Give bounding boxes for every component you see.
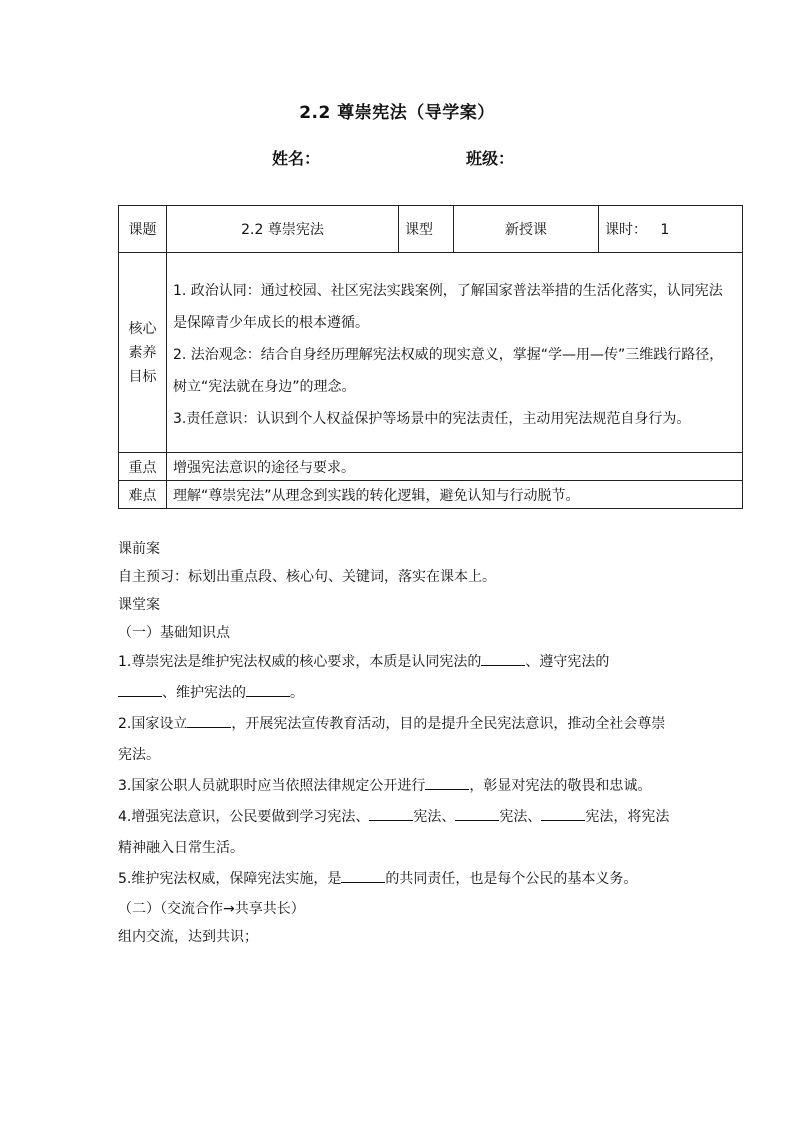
topic-label: 课题 xyxy=(119,206,167,253)
fill-blank[interactable] xyxy=(425,775,469,790)
lesson-info-table xyxy=(118,205,743,509)
student-info-row xyxy=(0,146,794,170)
hours-label: 课时： xyxy=(605,222,647,238)
question-2: 2.国家设立 ，开展宪法宣传教育活动，目的是提升全民宪法意识，推动全社会尊崇宪法。 xyxy=(118,709,678,771)
hours-value: 1 xyxy=(660,222,670,238)
type-value: 新授课 xyxy=(454,206,599,253)
fill-blank[interactable] xyxy=(246,682,290,697)
in-class-heading: 课堂案 xyxy=(118,597,160,613)
worksheet-body xyxy=(118,535,678,951)
part-two-heading: （二）（交流合作→共享共长） xyxy=(118,901,305,917)
goals-label: 核心 素养 目标 xyxy=(119,253,167,453)
difficulty-label: 难点 xyxy=(119,481,167,509)
table-row xyxy=(119,481,743,509)
goal-item: 2. 法治观念：结合自身经历理解宪法权威的现实意义，掌握“学—用—传”三维践行路径，树立“宪法就在身边”的理念。 xyxy=(173,346,724,395)
question-4: 4.增强宪法意识，公民要做到学习宪法、 宪法、 宪法、 宪法，将宪法精神融入日常生活。 xyxy=(118,802,678,864)
goals-content xyxy=(167,253,743,453)
difficulty-value: 理解“尊崇宪法”从理念到实践的转化逻辑，避免认知与行动脱节。 xyxy=(167,481,743,509)
key-point-label: 重点 xyxy=(119,453,167,481)
table-row xyxy=(119,453,743,481)
self-study-text: 自主预习：标划出重点段、核心句、关键词，落实在课本上。 xyxy=(118,569,496,585)
topic-value: 2.2 尊崇宪法 xyxy=(167,206,399,253)
type-label: 课型 xyxy=(399,206,454,253)
consensus-text: 组内交流，达到共识； xyxy=(118,929,258,945)
table-row xyxy=(119,253,743,453)
question-1: 1.尊崇宪法是维护宪法权威的核心要求，本质是认同宪法的 、遵守宪法的 、维护宪法的 。 xyxy=(118,647,678,709)
name-label: 姓名： xyxy=(272,149,321,168)
fill-blank[interactable] xyxy=(541,806,585,821)
fill-blank[interactable] xyxy=(187,713,231,728)
table-row xyxy=(119,206,743,253)
fill-blank[interactable] xyxy=(341,868,385,883)
fill-blank[interactable] xyxy=(481,651,525,666)
question-5: 5.维护宪法权威，保障宪法实施，是 的共同责任，也是每个公民的基本义务。 xyxy=(118,864,678,895)
fill-blank[interactable] xyxy=(369,806,413,821)
page-title: 2.2 尊崇宪法（导学案） xyxy=(299,103,495,123)
goal-item: 1. 政治认同：通过校园、社区宪法实践案例，了解国家普法举措的生活化落实，认同宪法是保障青少年成长的根本遵循。 xyxy=(173,282,723,331)
fill-blank[interactable] xyxy=(455,806,499,821)
hours-cell xyxy=(599,206,743,253)
goal-item: 3.责任意识：认识到个人权益保护等场景中的宪法责任，主动用宪法规范自身行为。 xyxy=(173,410,691,427)
pre-class-heading: 课前案 xyxy=(118,541,160,557)
class-label: 班级： xyxy=(466,149,515,168)
fill-blank[interactable] xyxy=(118,682,162,697)
question-3: 3.国家公职人员就职时应当依照法律规定公开进行 ，彰显对宪法的敬畏和忠诚。 xyxy=(118,771,678,802)
key-point-value: 增强宪法意识的途径与要求。 xyxy=(167,453,743,481)
part-one-heading: （一）基础知识点 xyxy=(118,625,230,641)
